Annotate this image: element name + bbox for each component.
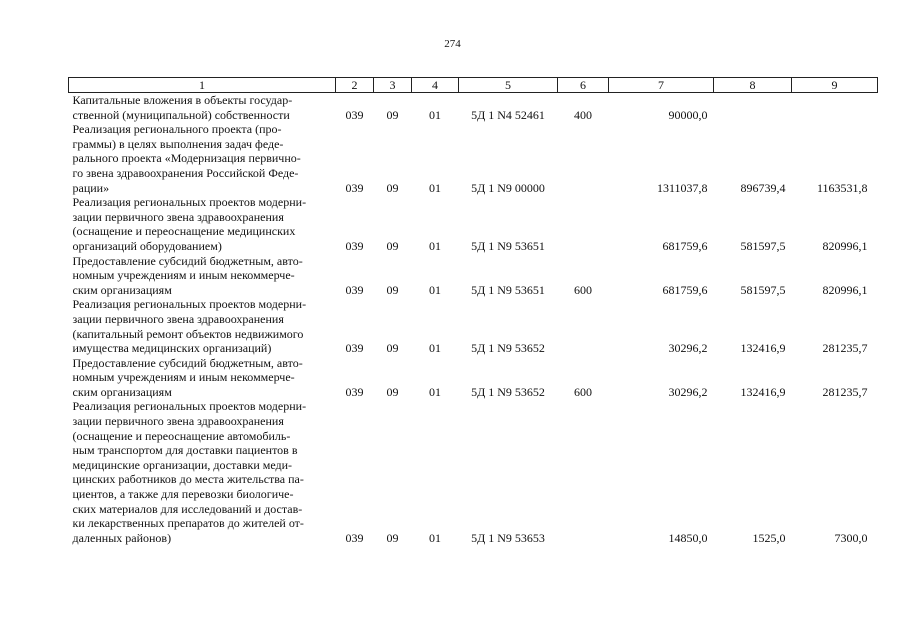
cell-target-article: 5Д 1 N4 52461 [471, 107, 545, 122]
cell-amount-col7: 681759,6 [662, 282, 708, 297]
cell-target-article: 5Д 1 N9 53652 [471, 384, 545, 399]
table-row [69, 93, 878, 123]
header-col-9: 9 [792, 78, 878, 93]
page-number: 274 [444, 38, 461, 50]
cell-amount-col8: 132416,9 [740, 341, 786, 356]
cell-amount-col8 [714, 93, 792, 123]
cell-amount-col9: 281235,7 [822, 384, 868, 399]
header-col-8: 8 [714, 78, 792, 93]
cell-amount-col7: 681759,6 [662, 238, 708, 253]
table-row [69, 195, 878, 253]
cell-expense-type [558, 122, 609, 195]
cell-amount-col9 [792, 93, 878, 123]
cell-subsection: 01 [429, 107, 441, 122]
header-col-7: 7 [609, 78, 714, 93]
row-description: Реализация региональных проектов модерни- зации первичного звена здравоохранения (оснащение и переоснащение автомобиль- ным транспортом для доставки пациентов в медицинские организации, доставки меди- цинских работников до места жительства па- циентов, а также для перевозки биологиче- ских материалов для исследований и достав- ки лекарственных препаратов до жителей от- даленных районов) [72, 399, 307, 545]
cell-ministry: 039 [345, 530, 364, 545]
cell-section: 09 [386, 282, 399, 297]
cell-amount-col8: 1525,0 [752, 530, 786, 545]
cell-amount-col7: 1311037,8 [656, 180, 708, 195]
cell-subsection: 01 [429, 180, 441, 195]
cell-subsection: 01 [429, 282, 441, 297]
cell-target-article: 5Д 1 N9 53653 [471, 530, 545, 545]
row-description: Реализация регионального проекта (про- граммы) в целях выполнения задач феде- рального проекта «Модернизация первично- го звена здравоохранения Российской Феде- рации» [72, 122, 301, 195]
cell-expense-type [558, 399, 609, 545]
cell-ministry: 039 [345, 180, 364, 195]
header-col-4: 4 [412, 78, 459, 93]
cell-amount-col8: 581597,5 [740, 282, 786, 297]
cell-ministry: 039 [345, 107, 364, 122]
cell-expense-type: 600 [574, 384, 592, 399]
cell-section: 09 [386, 238, 399, 253]
budget-table [68, 77, 878, 545]
cell-subsection: 01 [429, 341, 441, 356]
row-description: Предоставление субсидий бюджетным, авто- номным учреждениям и иным некоммерче- ским организациям [72, 253, 303, 297]
row-description: Капитальные вложения в объекты государ- ственной (муниципальной) собственности [72, 93, 293, 122]
table-row [69, 254, 878, 298]
cell-target-article: 5Д 1 N9 53651 [471, 238, 545, 253]
table-row [69, 356, 878, 400]
cell-ministry: 039 [345, 384, 364, 399]
cell-amount-col8: 132416,9 [740, 384, 786, 399]
table-header-row [69, 78, 878, 93]
row-description: Реализация региональных проектов модерни- зации первичного звена здравоохранения (оснащение и переоснащение медицинских организаций оборудованием) [72, 195, 307, 253]
cell-amount-col9: 281235,7 [822, 341, 868, 356]
header-col-1: 1 [69, 78, 336, 93]
cell-subsection: 01 [429, 384, 441, 399]
cell-amount-col9: 7300,0 [834, 530, 868, 545]
cell-section: 09 [386, 530, 399, 545]
header-col-3: 3 [374, 78, 412, 93]
cell-section: 09 [386, 107, 399, 122]
cell-ministry: 039 [345, 238, 364, 253]
cell-amount-col7: 30296,2 [668, 341, 708, 356]
header-col-5: 5 [459, 78, 558, 93]
cell-section: 09 [386, 180, 399, 195]
row-description: Реализация региональных проектов модерни- зации первичного звена здравоохранения (капитальный ремонт объектов недвижимого имущества медицинских организаций) [72, 297, 307, 356]
table-row [69, 297, 878, 355]
cell-amount-col7: 14850,0 [668, 530, 708, 545]
header-col-6: 6 [558, 78, 609, 93]
cell-ministry: 039 [345, 282, 364, 297]
cell-subsection: 01 [429, 530, 441, 545]
cell-target-article: 5Д 1 N9 53652 [471, 341, 545, 356]
cell-expense-type: 600 [574, 282, 592, 297]
cell-subsection: 01 [429, 238, 441, 253]
cell-amount-col8: 896739,4 [740, 180, 786, 195]
cell-target-article: 5Д 1 N9 53651 [471, 282, 545, 297]
cell-section: 09 [386, 384, 399, 399]
cell-amount-col9: 1163531,8 [816, 180, 868, 195]
table-row [69, 399, 878, 545]
cell-ministry: 039 [345, 341, 364, 356]
header-col-2: 2 [336, 78, 374, 93]
cell-target-article: 5Д 1 N9 00000 [471, 180, 545, 195]
cell-expense-type [558, 195, 609, 253]
table-row [69, 122, 878, 195]
cell-expense-type: 400 [574, 107, 592, 122]
cell-section: 09 [386, 341, 399, 356]
cell-amount-col9: 820996,1 [822, 238, 868, 253]
cell-amount-col8: 581597,5 [740, 238, 786, 253]
cell-expense-type [558, 297, 609, 355]
row-description: Предоставление субсидий бюджетным, авто- номным учреждениям и иным некоммерче- ским организациям [72, 355, 303, 399]
cell-amount-col7: 90000,0 [668, 107, 708, 122]
cell-amount-col9: 820996,1 [822, 282, 868, 297]
cell-amount-col7: 30296,2 [668, 384, 708, 399]
